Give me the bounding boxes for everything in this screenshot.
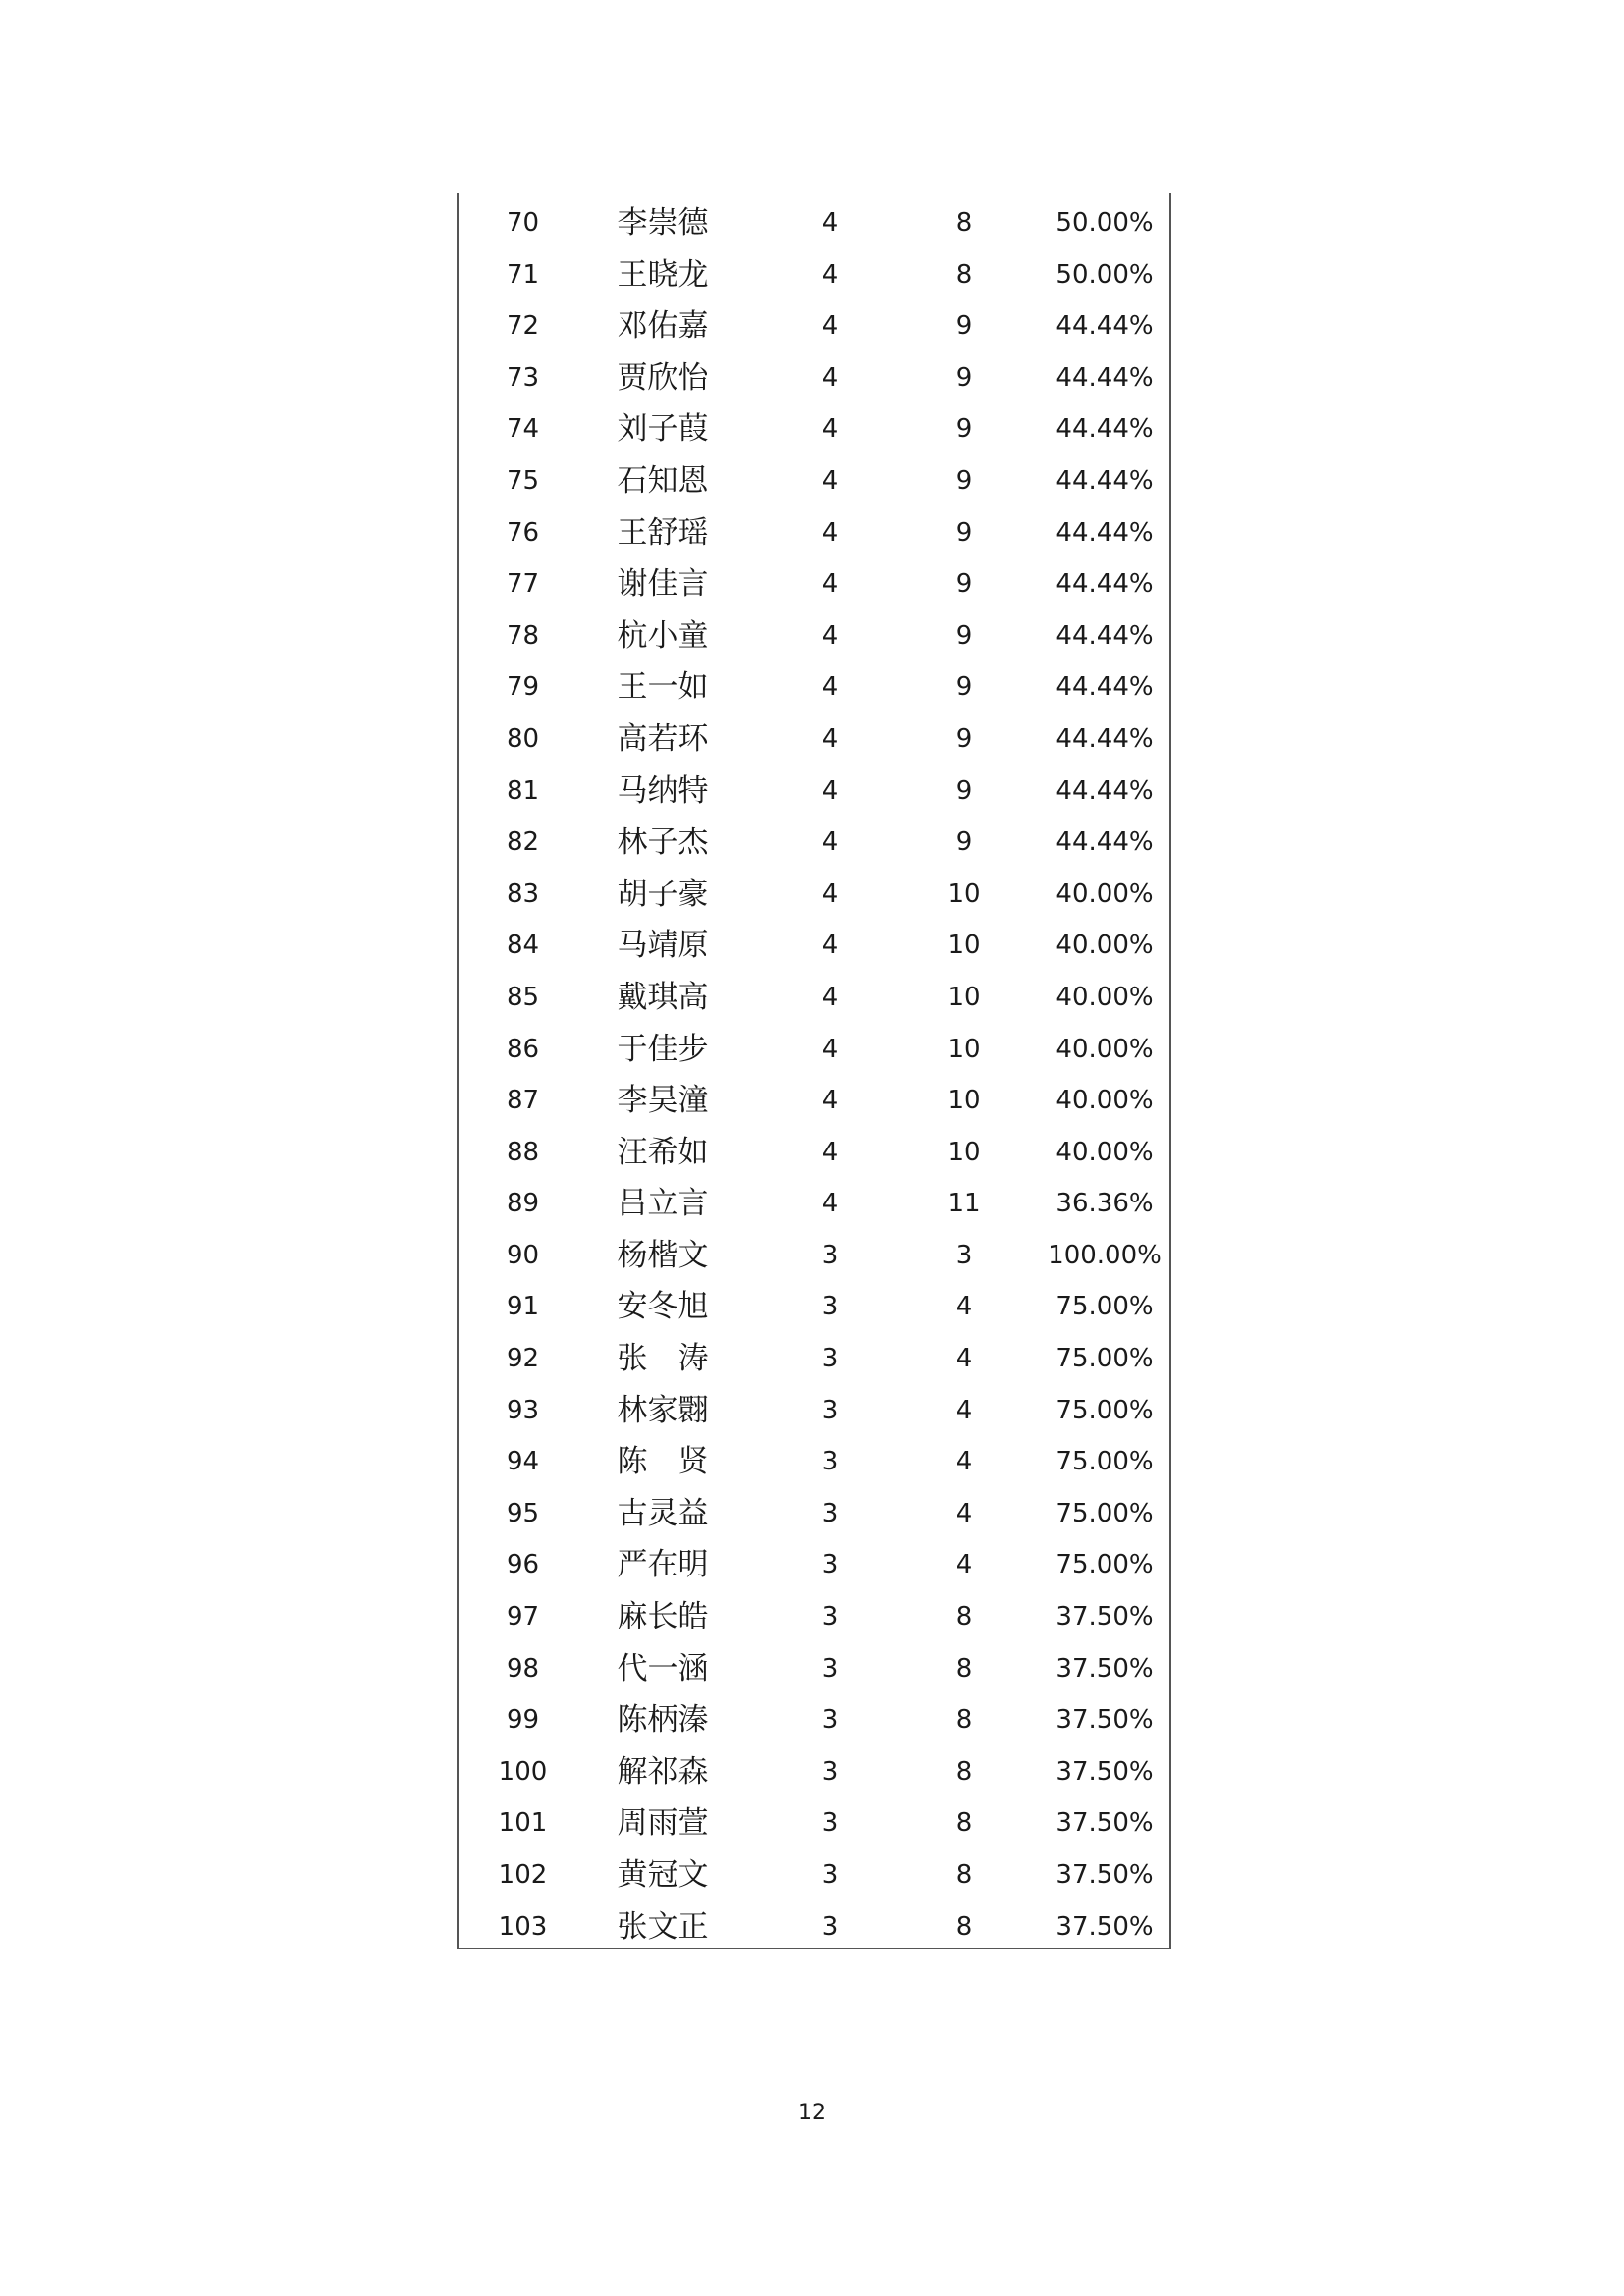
- cell-rank: 81: [506, 775, 540, 806]
- table-row: [457, 714, 1171, 766]
- table-row: [457, 1849, 1171, 1901]
- table-row: [457, 1127, 1171, 1179]
- cell-percentage: 36.36%: [1056, 1189, 1154, 1219]
- cell-percentage: 44.44%: [1056, 569, 1154, 600]
- cell-count-b: 4: [955, 1292, 973, 1322]
- cell-name: 陈 贤: [617, 1444, 709, 1480]
- cell-count-a: 4: [821, 1034, 839, 1064]
- table-row: [457, 1591, 1171, 1643]
- cell-percentage: 37.50%: [1056, 1602, 1154, 1632]
- cell-name: 石知恩: [617, 462, 709, 499]
- cell-rank: 96: [506, 1550, 540, 1580]
- table-row: [457, 197, 1171, 249]
- cell-rank: 87: [506, 1086, 540, 1116]
- cell-name: 王一如: [617, 669, 709, 706]
- cell-percentage: 37.50%: [1056, 1860, 1154, 1890]
- table-row: [457, 662, 1171, 714]
- cell-count-b: 4: [955, 1498, 973, 1528]
- cell-name: 李昊潼: [617, 1083, 709, 1119]
- cell-percentage: 37.50%: [1056, 1705, 1154, 1735]
- cell-count-b: 8: [955, 259, 973, 290]
- table-row: [457, 817, 1171, 869]
- cell-percentage: 44.44%: [1056, 672, 1154, 703]
- cell-count-a: 3: [821, 1395, 839, 1425]
- cell-percentage: 44.44%: [1056, 828, 1154, 858]
- table-row: [457, 1436, 1171, 1488]
- cell-count-a: 4: [821, 879, 839, 909]
- cell-rank: 90: [506, 1240, 540, 1270]
- cell-percentage: 44.44%: [1056, 775, 1154, 806]
- cell-percentage: 44.44%: [1056, 362, 1154, 393]
- cell-count-a: 4: [821, 723, 839, 754]
- table-row: [457, 1488, 1171, 1540]
- table-row: [457, 972, 1171, 1024]
- cell-rank: 89: [506, 1189, 540, 1219]
- results-table: [457, 197, 1171, 1952]
- cell-count-b: 9: [955, 465, 973, 496]
- cell-percentage: 75.00%: [1056, 1292, 1154, 1322]
- cell-rank: 71: [506, 259, 540, 290]
- cell-name: 林家翾: [617, 1392, 709, 1428]
- cell-rank: 70: [506, 208, 540, 238]
- cell-rank: 93: [506, 1395, 540, 1425]
- cell-name: 胡子豪: [617, 876, 709, 912]
- cell-name: 解祁森: [617, 1753, 709, 1789]
- cell-rank: 88: [506, 1137, 540, 1167]
- cell-rank: 73: [506, 362, 540, 393]
- cell-rank: 101: [498, 1808, 548, 1839]
- cell-percentage: 50.00%: [1056, 208, 1154, 238]
- cell-count-a: 4: [821, 982, 839, 1012]
- cell-percentage: 40.00%: [1056, 1034, 1154, 1064]
- cell-count-a: 4: [821, 311, 839, 342]
- cell-name: 于佳步: [617, 1031, 709, 1067]
- cell-count-a: 3: [821, 1653, 839, 1683]
- cell-percentage: 37.50%: [1056, 1911, 1154, 1942]
- cell-count-b: 9: [955, 775, 973, 806]
- cell-count-a: 4: [821, 828, 839, 858]
- cell-name: 高若环: [617, 721, 709, 757]
- cell-percentage: 75.00%: [1056, 1550, 1154, 1580]
- cell-rank: 84: [506, 931, 540, 961]
- cell-count-a: 3: [821, 1860, 839, 1890]
- cell-count-b: 8: [955, 1653, 973, 1683]
- cell-name: 安冬旭: [617, 1289, 709, 1325]
- cell-name: 代一涵: [617, 1650, 709, 1686]
- cell-percentage: 40.00%: [1056, 982, 1154, 1012]
- cell-count-a: 3: [821, 1808, 839, 1839]
- cell-name: 古灵益: [617, 1495, 709, 1531]
- cell-rank: 94: [506, 1447, 540, 1477]
- cell-count-a: 3: [821, 1602, 839, 1632]
- cell-percentage: 40.00%: [1056, 1137, 1154, 1167]
- cell-percentage: 44.44%: [1056, 465, 1154, 496]
- table-row: [457, 611, 1171, 663]
- cell-name: 林子杰: [617, 825, 709, 861]
- cell-name: 杨楷文: [617, 1237, 709, 1273]
- cell-percentage: 75.00%: [1056, 1498, 1154, 1528]
- cell-count-b: 9: [955, 620, 973, 651]
- cell-count-b: 10: [947, 931, 981, 961]
- cell-rank: 100: [498, 1756, 548, 1787]
- cell-name: 刘子葭: [617, 411, 709, 448]
- cell-count-b: 10: [947, 1086, 981, 1116]
- cell-count-b: 10: [947, 1137, 981, 1167]
- cell-count-b: 8: [955, 1705, 973, 1735]
- table-row: [457, 352, 1171, 404]
- cell-count-a: 3: [821, 1292, 839, 1322]
- cell-count-b: 4: [955, 1447, 973, 1477]
- cell-percentage: 100.00%: [1048, 1240, 1162, 1270]
- cell-count-a: 3: [821, 1705, 839, 1735]
- table-row: [457, 1746, 1171, 1798]
- page-number: 12: [798, 2101, 826, 2125]
- table-row: [457, 1539, 1171, 1591]
- cell-percentage: 37.50%: [1056, 1653, 1154, 1683]
- cell-count-b: 11: [947, 1189, 981, 1219]
- cell-count-a: 4: [821, 672, 839, 703]
- cell-rank: 97: [506, 1602, 540, 1632]
- cell-name: 邓佑嘉: [617, 308, 709, 345]
- cell-rank: 78: [506, 620, 540, 651]
- table-row: [457, 559, 1171, 611]
- cell-name: 王晓龙: [617, 256, 709, 293]
- cell-rank: 86: [506, 1034, 540, 1064]
- cell-count-b: 9: [955, 414, 973, 445]
- cell-name: 王舒瑶: [617, 514, 709, 551]
- cell-rank: 79: [506, 672, 540, 703]
- table-row: [457, 1178, 1171, 1230]
- table-row: [457, 1643, 1171, 1695]
- cell-rank: 91: [506, 1292, 540, 1322]
- table-row: [457, 1230, 1171, 1282]
- cell-name: 贾欣怡: [617, 359, 709, 396]
- cell-count-a: 4: [821, 775, 839, 806]
- cell-count-a: 4: [821, 1189, 839, 1219]
- cell-count-a: 4: [821, 569, 839, 600]
- cell-count-b: 9: [955, 569, 973, 600]
- cell-rank: 72: [506, 311, 540, 342]
- cell-count-a: 4: [821, 517, 839, 548]
- table-row: [457, 1694, 1171, 1746]
- cell-percentage: 44.44%: [1056, 620, 1154, 651]
- cell-count-b: 4: [955, 1344, 973, 1374]
- cell-count-b: 9: [955, 517, 973, 548]
- cell-percentage: 75.00%: [1056, 1447, 1154, 1477]
- cell-name: 杭小童: [617, 617, 709, 654]
- cell-name: 马纳特: [617, 773, 709, 809]
- cell-rank: 98: [506, 1653, 540, 1683]
- cell-rank: 74: [506, 414, 540, 445]
- cell-percentage: 44.44%: [1056, 311, 1154, 342]
- cell-name: 周雨萱: [617, 1805, 709, 1842]
- cell-count-b: 8: [955, 1860, 973, 1890]
- cell-name: 马靖原: [617, 928, 709, 964]
- cell-count-b: 3: [955, 1240, 973, 1270]
- cell-rank: 77: [506, 569, 540, 600]
- cell-rank: 103: [498, 1911, 548, 1942]
- cell-count-a: 4: [821, 465, 839, 496]
- table-row: [457, 920, 1171, 972]
- cell-count-a: 4: [821, 620, 839, 651]
- cell-count-b: 9: [955, 723, 973, 754]
- table-row: [457, 1024, 1171, 1076]
- cell-count-a: 3: [821, 1756, 839, 1787]
- cell-count-b: 8: [955, 1602, 973, 1632]
- cell-count-a: 4: [821, 414, 839, 445]
- table-row: [457, 300, 1171, 352]
- cell-percentage: 44.44%: [1056, 414, 1154, 445]
- cell-percentage: 75.00%: [1056, 1395, 1154, 1425]
- cell-rank: 80: [506, 723, 540, 754]
- cell-percentage: 40.00%: [1056, 879, 1154, 909]
- cell-count-b: 10: [947, 982, 981, 1012]
- cell-count-a: 3: [821, 1498, 839, 1528]
- cell-name: 黄冠文: [617, 1857, 709, 1893]
- cell-percentage: 37.50%: [1056, 1756, 1154, 1787]
- cell-rank: 82: [506, 828, 540, 858]
- cell-percentage: 44.44%: [1056, 517, 1154, 548]
- cell-count-b: 4: [955, 1550, 973, 1580]
- cell-name: 李崇德: [617, 205, 709, 240]
- cell-name: 张文正: [617, 1908, 709, 1945]
- cell-rank: 99: [506, 1705, 540, 1735]
- cell-percentage: 75.00%: [1056, 1344, 1154, 1374]
- cell-rank: 76: [506, 517, 540, 548]
- cell-name: 汪希如: [617, 1134, 709, 1170]
- cell-count-a: 4: [821, 259, 839, 290]
- cell-rank: 92: [506, 1344, 540, 1374]
- cell-percentage: 37.50%: [1056, 1808, 1154, 1839]
- cell-percentage: 44.44%: [1056, 723, 1154, 754]
- cell-count-a: 3: [821, 1447, 839, 1477]
- cell-count-b: 9: [955, 672, 973, 703]
- cell-count-b: 8: [955, 1911, 973, 1942]
- cell-percentage: 50.00%: [1056, 259, 1154, 290]
- cell-percentage: 40.00%: [1056, 931, 1154, 961]
- cell-count-a: 4: [821, 1137, 839, 1167]
- cell-count-b: 9: [955, 311, 973, 342]
- table-row: [457, 455, 1171, 507]
- cell-rank: 95: [506, 1498, 540, 1528]
- table-row: [457, 766, 1171, 818]
- table-row: [457, 1797, 1171, 1849]
- cell-count-b: 8: [955, 208, 973, 238]
- cell-count-a: 4: [821, 1086, 839, 1116]
- cell-rank: 85: [506, 982, 540, 1012]
- cell-count-b: 8: [955, 1756, 973, 1787]
- table-row: [457, 1281, 1171, 1333]
- cell-name: 麻长皓: [617, 1599, 709, 1635]
- cell-count-b: 9: [955, 828, 973, 858]
- cell-rank: 75: [506, 465, 540, 496]
- table-row: [457, 1385, 1171, 1437]
- cell-rank: 83: [506, 879, 540, 909]
- cell-name: 谢佳言: [617, 566, 709, 603]
- cell-count-b: 8: [955, 1808, 973, 1839]
- table-row: [457, 403, 1171, 455]
- cell-count-a: 3: [821, 1344, 839, 1374]
- cell-count-a: 4: [821, 931, 839, 961]
- cell-count-b: 10: [947, 1034, 981, 1064]
- table-row: [457, 869, 1171, 921]
- cell-name: 严在明: [617, 1547, 709, 1583]
- table-row: [457, 507, 1171, 560]
- cell-name: 陈柄溱: [617, 1702, 709, 1738]
- cell-count-b: 4: [955, 1395, 973, 1425]
- table-row: [457, 1333, 1171, 1385]
- cell-count-a: 3: [821, 1240, 839, 1270]
- cell-count-a: 4: [821, 362, 839, 393]
- cell-count-b: 10: [947, 879, 981, 909]
- cell-count-a: 3: [821, 1911, 839, 1942]
- cell-count-b: 9: [955, 362, 973, 393]
- cell-rank: 102: [498, 1860, 548, 1890]
- cell-name: 戴琪高: [617, 979, 709, 1015]
- table-row: [457, 1901, 1171, 1953]
- table-row: [457, 1075, 1171, 1127]
- cell-name: 张 涛: [617, 1341, 709, 1377]
- cell-count-a: 4: [821, 208, 839, 238]
- table-row: [457, 249, 1171, 301]
- cell-percentage: 40.00%: [1056, 1086, 1154, 1116]
- cell-name: 吕立言: [617, 1186, 709, 1222]
- cell-count-a: 3: [821, 1550, 839, 1580]
